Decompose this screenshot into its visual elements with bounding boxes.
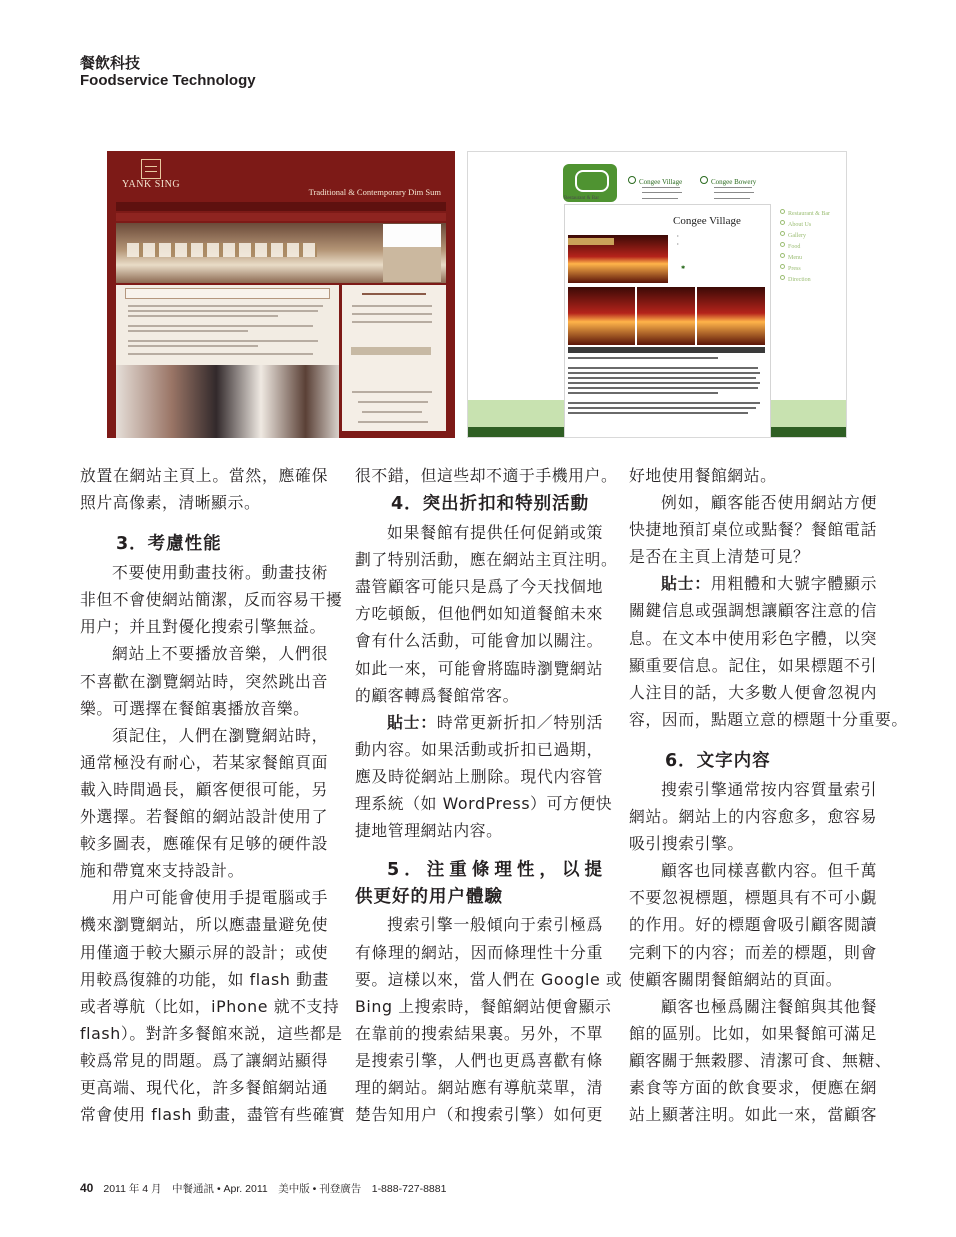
tip-label: 貼士： [387, 712, 437, 732]
tip-label: 貼士： [661, 574, 711, 594]
tip-text: 用粗體和大號字體顯示 [710, 574, 877, 594]
congee-village-page-title: Congee Village [673, 215, 741, 227]
location-congee-bowery[interactable]: Congee Bowery [700, 176, 756, 186]
paragraph-line: 吸引搜索引擎。 [629, 834, 744, 854]
yank-sing-subnav-bar [116, 213, 446, 221]
page-number: 40 [80, 1181, 94, 1195]
paragraph-line: 快捷地預訂桌位或點餐？餐館電話 [629, 520, 877, 540]
congee-village-sign [568, 238, 614, 245]
paragraph-line: 例如，顧客能否使用網站方便 [661, 493, 877, 513]
congee-village-screenshot [467, 151, 847, 438]
tip-line [629, 570, 877, 597]
nav-menu[interactable]: Menu [780, 253, 802, 261]
paragraph-line: 如此一來，可能會將臨時瀏覽網站 [355, 658, 603, 678]
paragraph-line: 容，因而，點題立意的標題十分重要。 [629, 709, 908, 729]
nav-about-us[interactable]: About Us [780, 220, 811, 228]
section-heading-3: 3．考慮性能 [116, 534, 222, 555]
paragraph-line: 理的網站。網站應有導航菜單，清 [355, 1077, 603, 1097]
paragraph-line: 樂。可選擇在餐館裏播放音樂。 [80, 698, 310, 718]
paragraph-line: Bing 上搜索時，餐館網站便會顯示 [355, 996, 612, 1016]
paragraph-line: 的顧客轉爲餐館常客。 [355, 685, 519, 705]
paragraph-line: 有條理的網站，因而條理性十分重 [355, 942, 603, 962]
paragraph-line: 在靠前的搜索結果裏。另外，不單 [355, 1023, 603, 1043]
paragraph-line: 用僅適于較大顯示屏的設計；或使 [80, 942, 328, 962]
paragraph-line: 網站。網站上的内容愈多，愈容易 [629, 807, 877, 827]
yank-sing-logo: YANK SING [121, 179, 181, 190]
paragraph-line: 非但不會使網站簡潔，反而容易干擾 [80, 590, 343, 610]
congee-village-bar-photo [568, 287, 635, 345]
yank-sing-logo-mark [141, 159, 161, 179]
paragraph-line: 顧客關于無穀膠、清潔可食、無糖、 [629, 1050, 892, 1070]
yank-sing-awards-heading [351, 347, 431, 355]
paragraph-line: 完剩下的内容；而差的標題，則會 [629, 942, 877, 962]
article-column-1 [80, 462, 346, 1128]
congee-village-gallery-link[interactable]: › [677, 242, 679, 247]
paragraph-line: 方吃頓飯，但他們如知道餐館未來 [355, 604, 603, 624]
paragraph-line: 是搜索引擎，人們也更爲喜歡有條 [355, 1050, 603, 1070]
paragraph-line: 較爲常見的問題。爲了讓網站顯得 [80, 1050, 328, 1070]
section-heading-5-cont: 供更好的用户體驗 [355, 887, 503, 908]
paragraph-line: 搜索引擎一般傾向于索引極爲 [387, 915, 603, 935]
paragraph-line: 息。在文本中使用彩色字體，以突 [629, 628, 877, 648]
paragraph-line: 楚告知用户（和搜索引擎）如何更 [355, 1105, 603, 1125]
article-column-2 [355, 462, 623, 1128]
paragraph-line: 關鍵信息或强調想讓顧客注意的信 [629, 601, 877, 621]
yank-sing-tagline: Traditional & Contemporary Dim Sum [308, 187, 441, 197]
paragraph-line: 或者導航（比如，iPhone 就不支持 [80, 996, 340, 1016]
yank-sing-content-panel [116, 285, 339, 365]
paragraph-line: 盡管顧客可能只是爲了今天找個地 [355, 577, 603, 597]
location-congee-village[interactable]: Congee Village [628, 176, 682, 186]
paragraph-line: flash）。對許多餐館來説，這些都是 [80, 1023, 343, 1043]
nav-food[interactable]: Food [780, 242, 800, 250]
paragraph-line: 載入時間過長，顧客便很可能，另 [80, 779, 328, 799]
paragraph-line: 人注目的話，大多數人便會忽視内 [629, 682, 877, 702]
location-icon [700, 176, 708, 184]
yank-sing-sidebar [342, 285, 446, 431]
paragraph-line: 動内容。如果活動或折扣已過期， [355, 739, 603, 759]
yank-sing-content-heading [125, 288, 330, 299]
paragraph-line: 較多圖表，應確保有足够的硬件設 [80, 834, 328, 854]
paragraph-line: 須記住，人們在瀏覽網站時， [112, 725, 328, 745]
paragraph-line: 理系統（如 WordPress）可方便快 [355, 794, 613, 814]
section-heading-6: 6．文字内容 [665, 750, 771, 771]
yank-sing-plates-photo [127, 243, 317, 257]
paragraph-line: 顧客也同樣喜歡内容。但千萬 [661, 861, 877, 881]
yank-sing-screenshot [107, 151, 455, 438]
paragraph-line: 要。這樣以來，當人們在 Google 或 [355, 969, 623, 989]
paragraph-line: 施和帶寬來支持設計。 [80, 861, 244, 881]
yank-sing-nav-bar [116, 202, 446, 211]
paragraph-line: 顧客也極爲關注餐館與其他餐 [661, 996, 877, 1016]
paragraph-line: 用户；并且對優化搜索引擎無益。 [80, 617, 326, 637]
paragraph-line: 更高端、現代化，許多餐館網站通 [80, 1077, 328, 1097]
nav-direction[interactable]: Direction [780, 275, 811, 283]
congee-village-goto-link[interactable]: ✱ [681, 266, 686, 271]
nav-restaurant-bar[interactable]: Restaurant & Bar [780, 209, 830, 217]
yank-sing-staff-photo [116, 365, 339, 438]
congee-village-interior-photo [697, 287, 765, 345]
paragraph-line: 搜索引擎通常按内容質量索引 [661, 779, 877, 799]
paragraph-line: 如果餐館有提供任何促銷或策 [387, 523, 603, 543]
paragraph-line: 素食等方面的飲食要求，便應在網 [629, 1077, 877, 1097]
paragraph-line: 很不錯，但這些却不適于手機用户。 [355, 466, 618, 485]
tip-text: 時常更新折扣／特别活 [436, 712, 603, 732]
paragraph-line: 外選擇。若餐館的網站設計使用了 [80, 807, 328, 827]
paragraph-line: 通常極没有耐心，若某家餐館頁面 [80, 752, 328, 772]
nav-press[interactable]: Press [780, 264, 801, 272]
paragraph-line: 不要使用動畫技術。動畫技術 [112, 563, 328, 583]
paragraph-line: 的作用。好的標題會吸引顧客閲讀 [629, 915, 877, 935]
paragraph-line: 顯重要信息。記住，如果標題不引 [629, 655, 877, 675]
congee-village-food-link[interactable]: › [677, 234, 679, 239]
location-icon [628, 176, 636, 184]
paragraph-line: 網站上不要播放音樂，人們很 [112, 644, 328, 664]
paragraph-line: 是否在主頁上清楚可見？ [629, 547, 810, 567]
congee-village-dining-photo [637, 287, 695, 345]
paragraph-line: 常會使用 flash 動畫，盡管有些確實 [80, 1105, 346, 1125]
section-title-cn: 餐飲科技 [80, 54, 141, 72]
paragraph-line: 館的區别。比如，如果餐館可滿足 [629, 1023, 877, 1043]
paragraph-line: 用户可能會使用手提電腦或手 [112, 888, 328, 908]
paragraph-line: 不要忽視標題，標題具有不可小覷 [629, 888, 877, 908]
article-column-3 [629, 462, 908, 1128]
section-title-en: Foodservice Technology [80, 72, 256, 89]
paragraph-line: 照片高像素，清晰顯示。 [80, 493, 261, 513]
paragraph-line: 捷地管理網站内容。 [355, 821, 503, 841]
section-heading-5: 5．注重條理性，以提 [387, 860, 603, 881]
yank-sing-chef-photo [383, 224, 441, 282]
page-footer [80, 1181, 446, 1196]
congee-village-photo-caption-bar [568, 347, 765, 353]
paragraph-line: 使顧客關閉餐館網站的頁面。 [629, 969, 843, 989]
congee-village-logo-caption: Restaurant & Bar [564, 196, 599, 201]
tip-line [355, 709, 603, 736]
paragraph-line: 劃了特别活動，應在網站主頁注明。 [355, 550, 618, 570]
paragraph-line: 站上顯著注明。如此一來，當顧客 [629, 1105, 877, 1125]
paragraph-line: 放置在網站主頁上。當然，應確保 [80, 466, 328, 485]
paragraph-line: 應及時從網站上删除。現代内容管 [355, 766, 603, 786]
nav-gallery[interactable]: Gallery [780, 231, 806, 239]
footer-text: 2011 年 4 月 中餐通訊 • Apr. 2011 美中版 • 刊登廣告 1-888-727-8881 [103, 1183, 447, 1195]
section-heading-4: 4．突出折扣和特别活動 [391, 494, 590, 515]
paragraph-line: 會有什么活動，可能會加以關注。 [355, 631, 603, 651]
paragraph-line: 用較爲復雜的功能，如 flash 動畫 [80, 969, 329, 989]
paragraph-line: 不喜歡在瀏覽網站時，突然跳出音 [80, 671, 328, 691]
paragraph-line: 好地使用餐館網站。 [629, 466, 777, 485]
paragraph-line: 機來瀏覽網站，所以應盡量避免使 [80, 915, 328, 935]
